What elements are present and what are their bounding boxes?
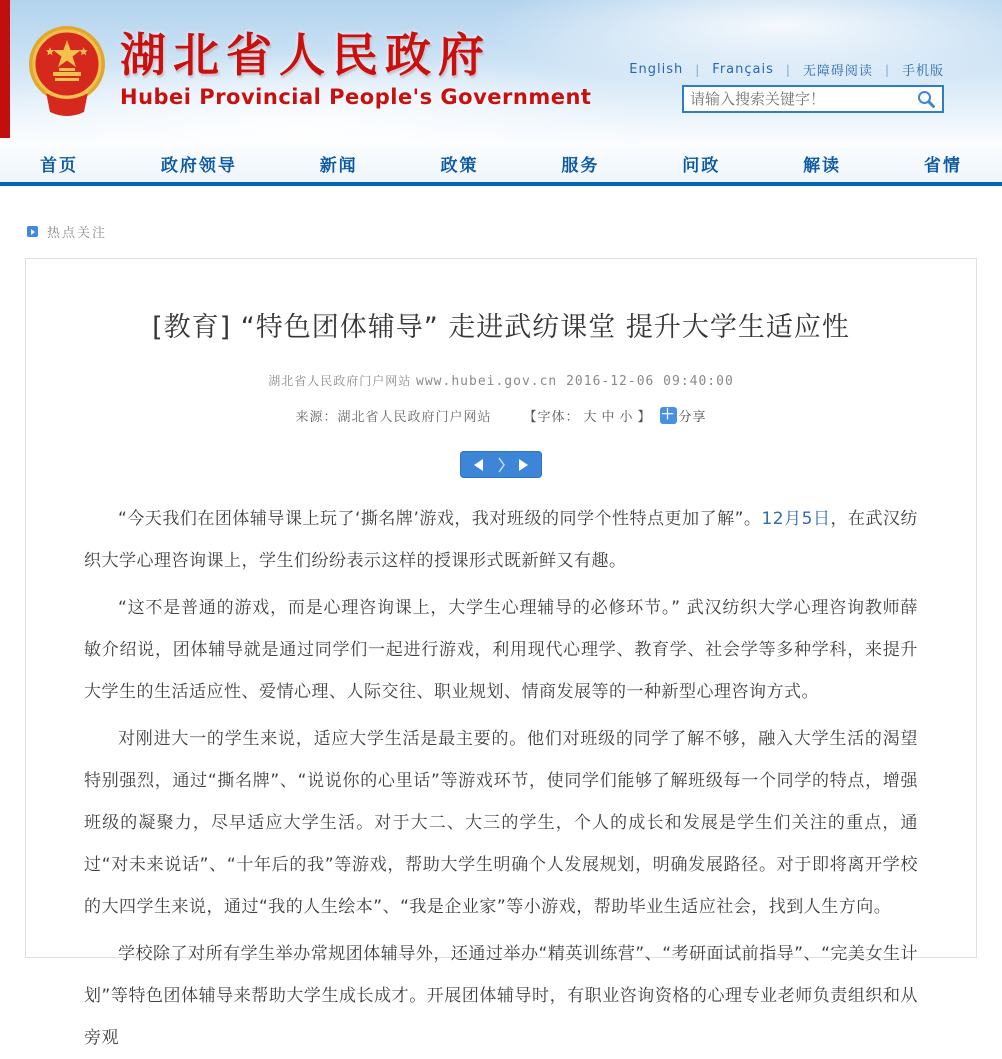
next-icon[interactable] bbox=[519, 459, 528, 471]
search-button[interactable] bbox=[910, 87, 942, 111]
article-paragraph: 学校除了对所有学生举办常规团体辅导外，还通过举办“精英训练营”、“考研面试前指导”、“完美女生计划”等特色团体辅导来帮助大学生成长成才。开展团体辅导时，有职业咨询资格的心理专业老师负责组织和从旁观 bbox=[84, 944, 918, 1048]
nav-item-interpret[interactable]: 解读 bbox=[803, 156, 842, 176]
font-size-control bbox=[521, 406, 653, 425]
nav-underline bbox=[0, 182, 1002, 186]
nav-item-news[interactable]: 新闻 bbox=[319, 156, 358, 176]
link-divider: | bbox=[695, 62, 701, 77]
font-size-small[interactable]: 小 bbox=[619, 410, 634, 425]
link-francais[interactable]: Français bbox=[712, 62, 774, 77]
link-accessibility[interactable]: 无障碍阅读 bbox=[802, 64, 873, 79]
share-plus-icon[interactable]: ＋ bbox=[660, 407, 676, 423]
font-size-suffix: 】 bbox=[637, 410, 652, 425]
site-title: 湖北省人民政府 bbox=[120, 28, 491, 82]
paragraph-text: ，在武汉纺织大学心理咨询课上，学生们纷纷表示这样的授课形式既新鲜又有趣。 bbox=[84, 509, 919, 571]
site-banner bbox=[0, 0, 1002, 145]
paragraph-text: “今天我们在团体辅导课上玩了‘撕名牌’游戏，我对班级的同学个性特点更加了解”。 bbox=[118, 509, 762, 529]
breadcrumb-label[interactable]: 热点关注 bbox=[47, 226, 108, 241]
article-paragraph: “这不是普通的游戏，而是心理咨询课上，大学生心理辅导的必修环节。” 武汉纺织大学心理咨询教师薛敏介绍说，团体辅导就是通过同学们一起进行游戏，利用现代心理学、教育学、社会学等多种学科，来提升大学生的生活适应性、爱情心理、人际交往、职业规划、情商发展等的一种新型心理咨询方式。 bbox=[84, 598, 918, 702]
nav-item-policy[interactable]: 政策 bbox=[440, 156, 479, 176]
article-paragraph: 对刚进大一的学生来说，适应大学生活是最主要的。他们对班级的同学了解不够，融入大学生活的渴望特别强烈，通过“撕名牌”、“说说你的心里话”等游戏环节，使同学们能够了解班级每一个同学的特点，增强班级的凝聚力，尽早适应大学生活。对于大二、大三的学生，个人的成长和发展是学生们关注的重点，通过“对未来说话”、“十年后的我”等游戏，帮助大学生明确个人发展规划，明确发展路径。对于即将离开学校的大四学生来说，通过“我的人生绘本”、“我是企业家”等小游戏，帮助毕业生适应社会，找到人生方向。 bbox=[84, 729, 918, 917]
prev-icon[interactable] bbox=[474, 459, 483, 471]
language-links bbox=[629, 60, 944, 79]
meta-site-name: 湖北省人民政府门户网站 bbox=[268, 374, 412, 388]
chevron-divider-icon bbox=[497, 457, 506, 473]
nav-item-leaders[interactable]: 政府领导 bbox=[160, 156, 237, 176]
article-source-row bbox=[84, 406, 918, 425]
banner-left-red-strip bbox=[0, 0, 10, 138]
nav-item-inquiry[interactable]: 问政 bbox=[682, 156, 721, 176]
article-title: [教育] “特色团体辅导” 走进武纺课堂 提升大学生适应性 bbox=[152, 312, 850, 343]
site-logo-area[interactable] bbox=[26, 20, 591, 124]
breadcrumb bbox=[27, 222, 1002, 241]
share-label: 分享 bbox=[678, 410, 707, 425]
nav-item-province[interactable]: 省情 bbox=[923, 156, 962, 176]
font-size-large[interactable]: 大 bbox=[583, 410, 598, 425]
audio-player-controls bbox=[460, 451, 542, 478]
site-subtitle: Hubei Provincial People's Government bbox=[120, 85, 592, 110]
link-divider: | bbox=[884, 62, 890, 77]
article-container bbox=[25, 258, 977, 1048]
link-english[interactable]: English bbox=[629, 62, 684, 77]
nav-item-services[interactable]: 服务 bbox=[561, 156, 600, 176]
font-size-medium[interactable]: 中 bbox=[601, 410, 616, 425]
search-input[interactable] bbox=[684, 87, 910, 111]
meta-url-and-timestamp: www.hubei.gov.cn 2016-12-06 09:40:00 bbox=[416, 374, 734, 389]
article-body bbox=[84, 498, 918, 1059]
search-icon bbox=[916, 89, 936, 109]
share-button[interactable] bbox=[660, 406, 707, 425]
breadcrumb-arrow-icon bbox=[27, 226, 38, 237]
article-paragraph bbox=[84, 498, 918, 582]
main-navigation bbox=[0, 145, 1002, 182]
link-divider: | bbox=[785, 62, 791, 77]
date-link[interactable]: 12月5日 bbox=[761, 509, 831, 529]
article-meta-line bbox=[84, 372, 918, 389]
nav-item-home[interactable]: 首页 bbox=[40, 156, 78, 176]
search-box bbox=[682, 85, 944, 113]
national-emblem-icon bbox=[26, 20, 108, 124]
link-mobile-version[interactable]: 手机版 bbox=[901, 64, 944, 79]
font-size-prefix: 【字体： bbox=[523, 410, 580, 425]
article-source: 来源：湖北省人民政府门户网站 bbox=[295, 410, 492, 425]
